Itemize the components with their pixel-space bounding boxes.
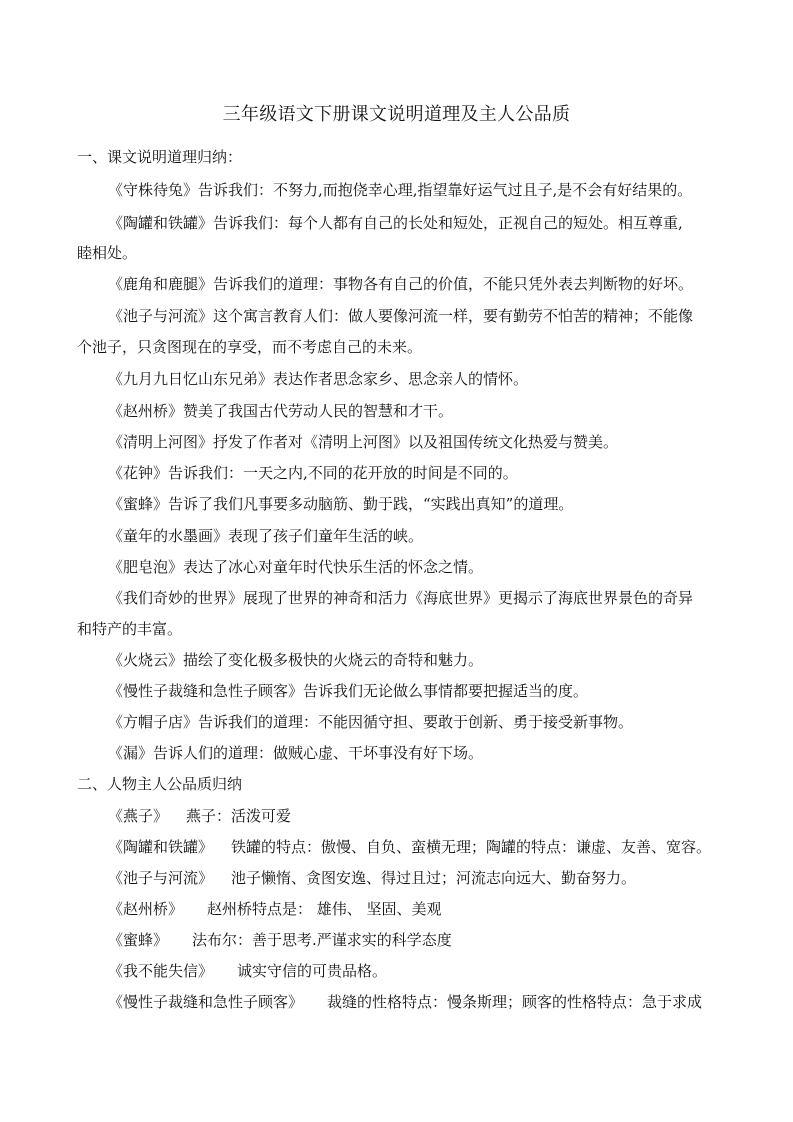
character-trait: 燕子：活泼可爱 [186,807,292,825]
lesson-line: 《守株待兔》告诉我们：不努力,而抱侥幸心理,指望靠好运气过且子,是不会有好结果的。 [108,181,693,199]
lesson-line: 《方帽子店》告诉我们的道理：不能因循守担、要敢于创新、勇于接受新事物。 [108,713,634,731]
lesson-line: 《清明上河图》抒发了作者对《清明上河图》以及祖国传统文化热爱与赞美。 [108,433,619,451]
character-book: 《陶罐和铁罐》 [108,838,214,856]
lesson-line: 《慢性子裁缝和急性子顾客》告诉我们无论做么事情都要把握适当的度。 [108,682,589,700]
character-book: 《我不能失信》 [108,962,214,980]
character-book: 《蜜蜂》 [108,931,169,949]
document-title: 三年级语文下册课文说明道理及主人公品质 [222,104,571,125]
lesson-line: 《漏》告诉人们的道理：做贼心虚、干坏事没有好下场。 [108,744,484,762]
lesson-line: 《我们奇妙的世界》展现了世界的神奇和活力《海底世界》更揭示了海底世界景色的奇异 [108,589,694,607]
character-trait: 诚实守信的可贵品格。 [237,962,388,980]
lesson-line: 《陶罐和铁罐》告诉我们：每个人都有自己的长处和短处，正视自己的短处。相互尊重, [108,214,683,232]
character-line [108,836,711,858]
lesson-line: 和特产的丰富。 [77,620,183,638]
character-book: 《燕子》 [108,807,169,825]
character-line [108,960,387,982]
character-line [108,898,442,920]
lesson-line: 《童年的水墨画》表现了孩子们童年生活的峡。 [108,527,424,545]
character-trait: 铁罐的特点：傲慢、自负、蛮横无理；陶罐的特点：谦虚、友善、宽容。 [231,838,712,856]
character-trait: 赵州桥特点是： 雄伟、 坚固、美观 [207,900,442,918]
lesson-line: 个池子，只贪图现在的享受，而不考虑自己的未来。 [77,338,423,356]
section-heading-characters: 二、人物主人公品质归纳 [77,775,243,793]
character-trait: 法布尔：善于思考.严谨求实的科学态度 [192,931,452,949]
lesson-line: 《肥皂泡》表达了冰心对童年时代快乐生活的怀念之情。 [108,558,484,576]
character-trait: 池子懒惰、贪图安逸、得过且过；河流志向远大、勤奋努力。 [231,869,637,887]
lesson-line: 《九月九日忆山东兄弟》表达作者思念家乡、思念亲人的情怀。 [108,370,529,388]
character-line [108,805,291,827]
lesson-line: 《火烧云》描绘了变化极多极快的火烧云的奇特和魅力。 [108,651,484,669]
character-book: 《池子与河流》 [108,869,214,887]
lesson-line: 睦相处。 [77,244,138,262]
character-trait: 裁缝的性格特点：慢条斯理；顾客的性格特点：急于求成 [327,993,703,1011]
lesson-line: 《池子与河流》这个寓言教育人们：做人要像河流一样，要有勤劳不怕苦的精神；不能像 [108,307,694,325]
lesson-line: 《花钟》告诉我们：一天之内,不同的花开放的时间是不同的。 [108,464,518,482]
lesson-line: 《鹿角和鹿腿》告诉我们的道理：事物各有自己的价值，不能只凭外表去判断物的好坏。 [108,275,694,293]
character-line [108,991,702,1013]
character-line [108,867,636,889]
character-book: 《慢性子裁缝和急性子顾客》 [108,993,304,1011]
lesson-line: 《赵州桥》赞美了我国古代劳动人民的智慧和才干。 [108,402,454,420]
character-line [108,929,452,951]
section-heading-lessons: 一、课文说明道理归纳： [77,148,243,166]
character-book: 《赵州桥》 [108,900,184,918]
lesson-line: 《蜜蜂》告诉了我们凡事要多动脑筋、勤于践，“实践出真知”的道理。 [108,495,574,513]
